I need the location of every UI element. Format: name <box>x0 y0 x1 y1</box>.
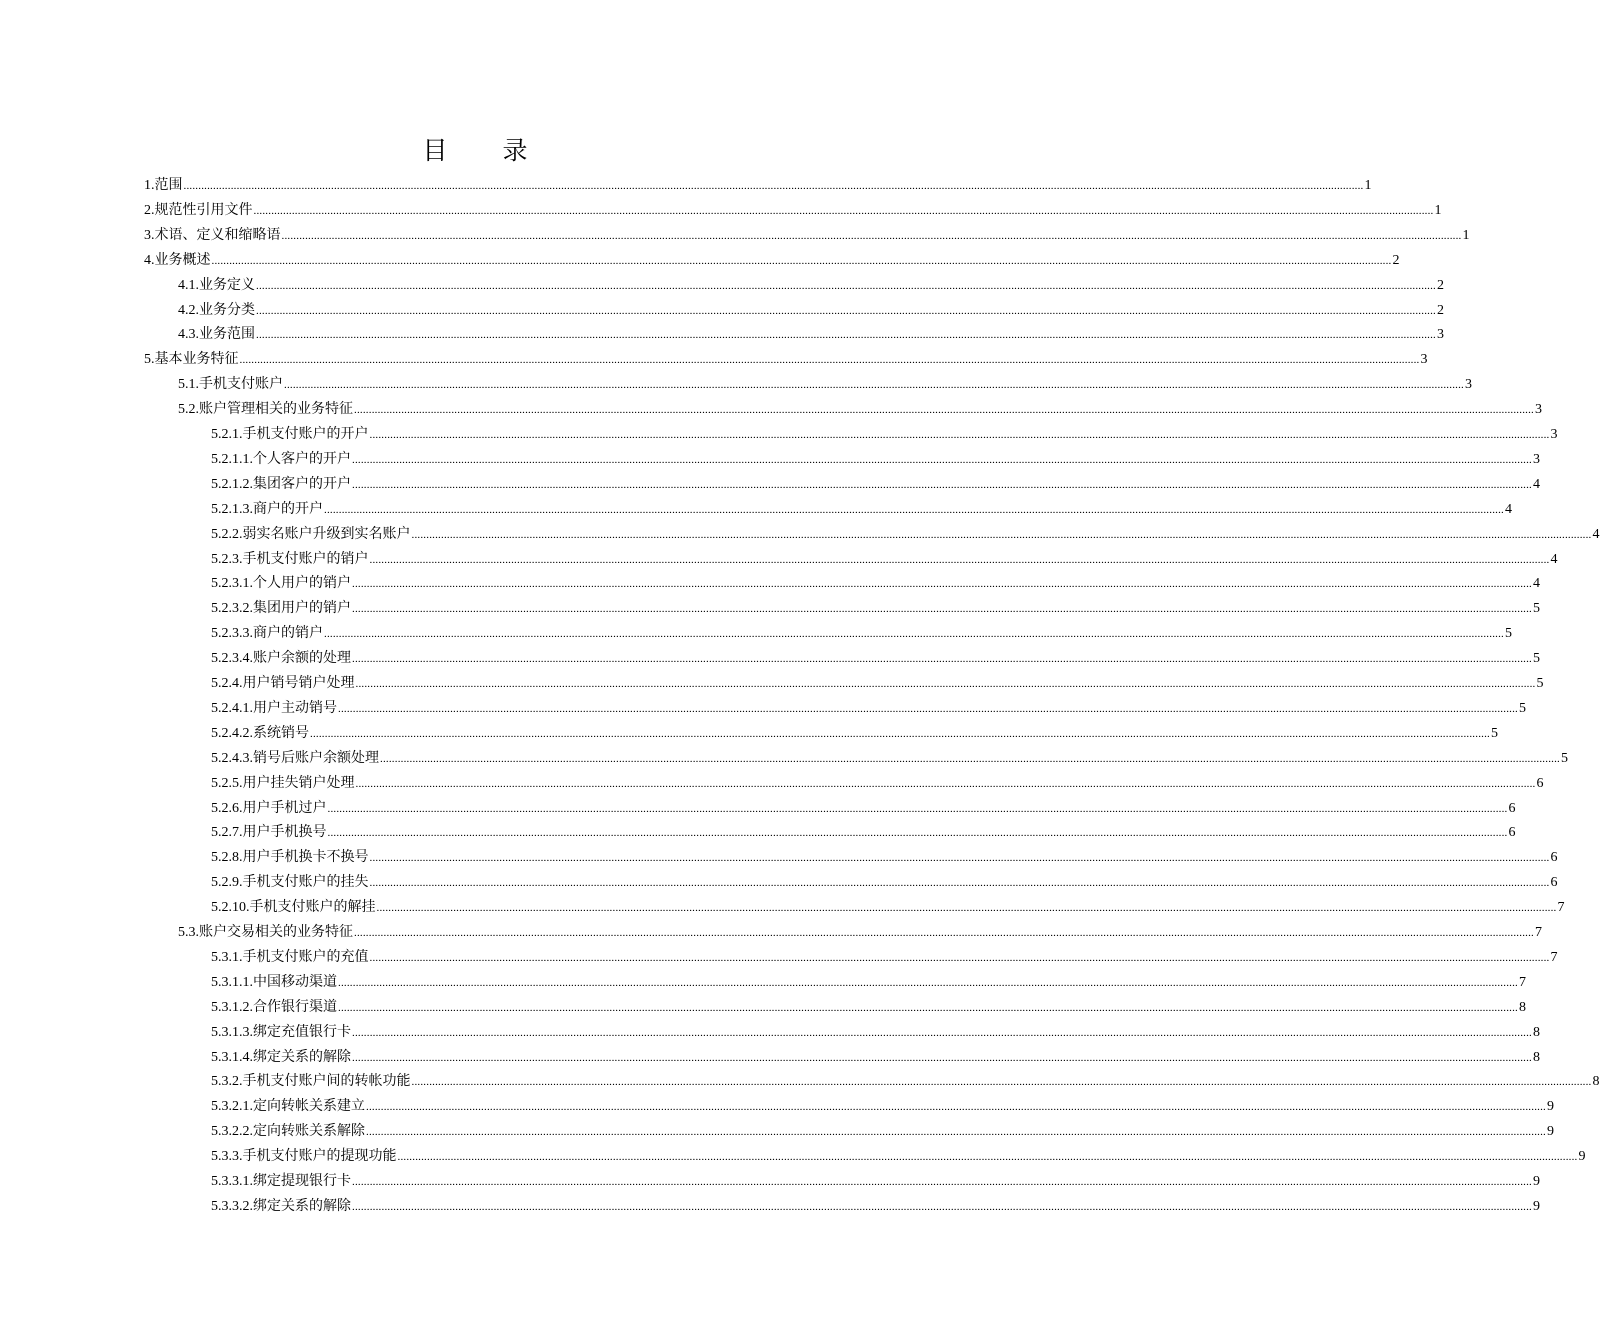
toc-entry-page: 3 <box>1437 327 1444 343</box>
toc-entry-number: 5.2.8. <box>211 850 243 866</box>
toc-entry-number: 5.2.1.1. <box>211 451 253 467</box>
dot-leader: ................................................................................................................................................................................................................................................................................................................................................................................................................ <box>366 1126 1546 1139</box>
dot-leader: ................................................................................................................................................................................................................................................................................................................................................................................................................ <box>352 1026 1532 1039</box>
toc-entry-label: 规范性引用文件 <box>154 202 253 218</box>
toc-entry[interactable] <box>178 324 1444 346</box>
title-char-2: 录 <box>502 136 528 165</box>
toc-entry-number: 5.3.1.3. <box>211 1024 253 1040</box>
toc-entry-number: 5.2.4. <box>211 676 243 691</box>
toc-entry-page: 2 <box>1392 252 1400 268</box>
toc-entry[interactable] <box>211 698 1526 720</box>
dot-leader: ................................................................................................................................................................................................................................................................................................................................................................................................................ <box>324 503 1504 516</box>
toc-entry-number: 5.2.3.4. <box>211 651 253 667</box>
toc-entry-number: 5.3.1.4. <box>211 1049 253 1065</box>
toc-entry-label: 商户的销户 <box>253 626 323 642</box>
toc-entry-number: 5.2.1. <box>211 427 243 442</box>
toc-entry[interactable] <box>211 798 1516 820</box>
toc-entry-page: 3 <box>1535 402 1542 418</box>
toc-entry-label: 个人用户的销户 <box>253 576 351 592</box>
toc-entry-number: 5.3.2. <box>211 1074 243 1090</box>
toc-entry-label: 账户管理相关的业务特征 <box>199 402 353 418</box>
toc-entry[interactable] <box>211 897 1565 919</box>
toc-entry-number: 5.2.3.1. <box>211 576 253 592</box>
toc-entry-page: 3 <box>1533 451 1540 467</box>
toc-entry-number: 5.1. <box>178 377 199 393</box>
toc-entry-page: 5 <box>1505 626 1512 642</box>
dot-leader: ................................................................................................................................................................................................................................................................................................................................................................................................................ <box>352 603 1532 616</box>
toc-entry-page: 9 <box>1547 1099 1554 1115</box>
dot-leader: ................................................................................................................................................................................................................................................................................................................................................................................................................ <box>338 976 1518 989</box>
toc-entry-label: 绑定关系的解除 <box>253 1198 351 1214</box>
toc-entry-label: 账户余额的处理 <box>253 651 351 667</box>
toc-entry-page: 7 <box>1557 900 1565 916</box>
toc-entry-page: 5 <box>1533 601 1540 617</box>
toc-entry-page: 4 <box>1505 501 1512 517</box>
toc-entry-number: 5.2.10. <box>211 900 250 916</box>
toc-entry-label: 中国移动渠道 <box>253 974 337 990</box>
dot-leader: ................................................................................................................................................................................................................................................................................................................................................................................................................ <box>352 1200 1532 1213</box>
dot-leader: ................................................................................................................................................................................................................................................................................................................................................................................................................ <box>284 379 1464 392</box>
toc-entry-page: 4 <box>1550 551 1558 567</box>
toc-entry[interactable] <box>211 474 1540 496</box>
toc-entry-number: 4.1. <box>178 277 199 293</box>
toc-entry-label: 手机支付账户的挂失 <box>242 875 369 891</box>
toc-entry-number: 5.3.1.1. <box>211 974 253 990</box>
dot-leader: ................................................................................................................................................................................................................................................................................................................................................................................................................ <box>256 329 1436 342</box>
toc-entry-label: 用户挂失销户处理 <box>242 775 355 791</box>
toc-entry[interactable] <box>211 673 1544 695</box>
toc-entry-label: 手机支付账户间的转帐功能 <box>242 1074 411 1090</box>
dot-leader: ................................................................................................................................................................................................................................................................................................................................................................................................................ <box>354 404 1534 417</box>
toc-entry-label: 定向转账关系解除 <box>253 1124 365 1140</box>
toc-entry-label: 手机支付账户的充值 <box>242 949 369 965</box>
toc-entry-label: 绑定充值银行卡 <box>253 1024 351 1040</box>
toc-entry-label: 账户交易相关的业务特征 <box>199 925 353 940</box>
dot-leader: ................................................................................................................................................................................................................................................................................................................................................................................................................ <box>366 1101 1546 1114</box>
toc-entry[interactable] <box>178 374 1472 396</box>
dot-leader: ................................................................................................................................................................................................................................................................................................................................................................................................................ <box>411 1076 1592 1089</box>
toc-entry-number: 5.3.1. <box>211 949 243 965</box>
toc-entry-page: 7 <box>1519 974 1526 990</box>
dot-leader: ................................................................................................................................................................................................................................................................................................................................................................................................................ <box>369 553 1550 566</box>
toc-entry[interactable] <box>211 972 1526 994</box>
dot-leader: ................................................................................................................................................................................................................................................................................................................................................................................................................ <box>354 927 1534 939</box>
toc-entry-page: 3 <box>1420 352 1428 368</box>
toc-entry-number: 1. <box>144 178 155 193</box>
toc-entry-page: 7 <box>1535 925 1542 940</box>
toc-entry-label: 手机支付账户的解挂 <box>249 900 376 916</box>
toc-entry-label: 手机支付账户的销户 <box>242 551 369 567</box>
toc-entry-page: 6 <box>1536 775 1544 791</box>
toc-entry-number: 5.2.9. <box>211 875 243 891</box>
toc-entry[interactable] <box>211 499 1512 521</box>
toc-entry-number: 4.3. <box>178 327 199 343</box>
toc-entry-label: 用户手机换号 <box>242 825 327 841</box>
toc-entry-page: 5 <box>1491 725 1498 741</box>
toc-entry[interactable] <box>144 250 1400 272</box>
toc-entry[interactable] <box>211 997 1526 1019</box>
dot-leader: ................................................................................................................................................................................................................................................................................................................................................................................................................ <box>411 528 1592 541</box>
toc-entry-page: 5 <box>1533 651 1540 667</box>
toc-entry[interactable] <box>211 623 1512 645</box>
toc-entry[interactable] <box>178 399 1542 421</box>
toc-entry-number: 5.3.2.2. <box>211 1124 253 1140</box>
toc-entry-number: 5.2.3.3. <box>211 626 253 642</box>
title-char-1: 目 <box>422 136 448 165</box>
dot-leader: ................................................................................................................................................................................................................................................................................................................................................................................................................ <box>338 1001 1518 1014</box>
dot-leader: ................................................................................................................................................................................................................................................................................................................................................................................................................ <box>369 852 1550 865</box>
toc-entry[interactable] <box>211 1196 1540 1218</box>
dot-leader: ................................................................................................................................................................................................................................................................................................................................................................................................................ <box>281 229 1462 242</box>
toc-entry[interactable] <box>211 524 1600 546</box>
toc-entry-number: 5.2.3. <box>211 551 243 567</box>
toc-entry[interactable] <box>211 748 1568 770</box>
toc-entry-label: 业务定义 <box>199 277 255 293</box>
toc-entry-number: 5.2. <box>178 402 199 418</box>
toc-entry-page: 7 <box>1550 949 1558 965</box>
toc-entry-page: 5 <box>1519 700 1526 716</box>
dot-leader: ................................................................................................................................................................................................................................................................................................................................................................................................................ <box>253 204 1434 217</box>
toc-entry-number: 5.2.4.2. <box>211 725 253 741</box>
toc-entry-label: 业务分类 <box>199 302 255 318</box>
toc-entry-label: 术语、定义和缩略语 <box>154 227 281 243</box>
toc-entry[interactable] <box>211 773 1544 795</box>
toc-entry-number: 5.2.1.3. <box>211 501 253 517</box>
toc-entry-number: 5. <box>144 352 155 368</box>
toc-entry-page: 5 <box>1536 676 1544 691</box>
toc-entry[interactable] <box>178 275 1444 297</box>
dot-leader: ................................................................................................................................................................................................................................................................................................................................................................................................................ <box>310 727 1490 740</box>
toc-entry-page: 4 <box>1533 576 1540 592</box>
toc-entry-label: 用户销号销户处理 <box>242 676 355 691</box>
toc-entry-label: 用户手机换卡不换号 <box>242 850 369 866</box>
toc-entry[interactable] <box>211 1146 1586 1168</box>
toc-entry[interactable] <box>211 1022 1540 1044</box>
dot-leader: ................................................................................................................................................................................................................................................................................................................................................................................................................ <box>352 653 1532 666</box>
toc-entry[interactable] <box>211 947 1558 969</box>
toc-entry[interactable] <box>211 1047 1540 1069</box>
toc-entry-number: 5.3.3. <box>211 1149 243 1165</box>
toc-entry-page: 6 <box>1550 875 1558 891</box>
toc-entry[interactable] <box>211 1096 1554 1118</box>
toc-entry[interactable] <box>211 872 1558 894</box>
toc-entry-page: 5 <box>1561 750 1568 766</box>
toc-entry-page: 6 <box>1508 800 1516 816</box>
dot-leader: ................................................................................................................................................................................................................................................................................................................................................................................................................ <box>380 752 1560 765</box>
toc-entry-label: 范围 <box>154 178 183 193</box>
toc-entry-label: 弱实名账户升级到实名账户 <box>242 526 411 542</box>
toc-entry-page: 8 <box>1519 999 1526 1015</box>
toc-entry-label: 集团用户的销户 <box>253 601 351 617</box>
toc-entry-label: 商户的开户 <box>253 501 323 517</box>
dot-leader: ................................................................................................................................................................................................................................................................................................................................................................................................................ <box>352 1051 1532 1064</box>
toc-entry-page: 4 <box>1533 476 1540 492</box>
toc-entry-number: 5.3.3.2. <box>211 1198 253 1214</box>
toc-entry-number: 5.2.6. <box>211 800 243 816</box>
toc-entry-label: 手机支付账户的提现功能 <box>242 1149 397 1165</box>
toc-entry-page: 9 <box>1547 1124 1554 1140</box>
toc-entry-page: 3 <box>1550 427 1558 442</box>
toc-entry[interactable] <box>144 225 1470 247</box>
dot-leader: ................................................................................................................................................................................................................................................................................................................................................................................................................ <box>352 453 1532 466</box>
toc-entry-number: 5.2.4.1. <box>211 700 253 716</box>
toc-entry-label: 业务范围 <box>199 327 255 343</box>
dot-leader: ................................................................................................................................................................................................................................................................................................................................................................................................................ <box>327 827 1508 840</box>
toc-entry[interactable] <box>144 175 1372 197</box>
dot-leader: ................................................................................................................................................................................................................................................................................................................................................................................................................ <box>376 902 1557 915</box>
toc-entry-number: 3. <box>144 227 155 243</box>
dot-leader: ................................................................................................................................................................................................................................................................................................................................................................................................................ <box>183 180 1364 192</box>
toc-entry[interactable] <box>211 449 1540 471</box>
dot-leader: ................................................................................................................................................................................................................................................................................................................................................................................................................ <box>355 678 1536 690</box>
toc-entry-label: 绑定提现银行卡 <box>253 1174 351 1189</box>
dot-leader: ................................................................................................................................................................................................................................................................................................................................................................................................................ <box>327 802 1508 815</box>
toc-entry-number: 4. <box>144 252 155 268</box>
dot-leader: ................................................................................................................................................................................................................................................................................................................................................................................................................ <box>397 1151 1578 1164</box>
toc-entry[interactable] <box>211 723 1498 745</box>
toc-entry-page: 3 <box>1465 377 1472 393</box>
toc-entry-number: 5.2.1.2. <box>211 476 253 492</box>
toc-entry-number: 5.2.5. <box>211 775 243 791</box>
toc-entry-page: 2 <box>1437 277 1444 293</box>
toc-entry[interactable] <box>211 424 1558 446</box>
toc-entry-label: 系统销号 <box>253 725 309 741</box>
toc-entry-number: 5.2.7. <box>211 825 243 841</box>
toc-entry-label: 基本业务特征 <box>154 352 239 368</box>
dot-leader: ................................................................................................................................................................................................................................................................................................................................................................................................................ <box>352 1176 1532 1188</box>
toc-entry-page: 9 <box>1578 1149 1586 1165</box>
toc-entry[interactable] <box>211 1121 1554 1143</box>
toc-entry-number: 4.2. <box>178 302 199 318</box>
toc-entry-label: 用户主动销号 <box>253 700 337 716</box>
toc-entry-label: 定向转帐关系建立 <box>253 1099 365 1115</box>
toc-entry[interactable] <box>211 847 1558 869</box>
toc-entry[interactable] <box>178 300 1444 322</box>
dot-leader: ................................................................................................................................................................................................................................................................................................................................................................................................................ <box>211 254 1392 267</box>
toc-entry[interactable] <box>144 349 1428 371</box>
dot-leader: ................................................................................................................................................................................................................................................................................................................................................................................................................ <box>355 777 1536 790</box>
dot-leader: ................................................................................................................................................................................................................................................................................................................................................................................................................ <box>256 279 1436 292</box>
toc-entry-number: 5.3.2.1. <box>211 1099 253 1115</box>
toc-entry-page: 9 <box>1533 1174 1540 1189</box>
dot-leader: ................................................................................................................................................................................................................................................................................................................................................................................................................ <box>338 702 1518 715</box>
toc-entry-page: 1 <box>1462 227 1470 243</box>
toc-entry-page: 9 <box>1533 1198 1540 1214</box>
toc-entry-number: 5.3. <box>178 925 199 940</box>
toc-entry[interactable] <box>178 922 1542 944</box>
toc-entry-label: 销号后账户余额处理 <box>253 750 379 766</box>
toc-entry-page: 1 <box>1434 202 1442 218</box>
dot-leader: ................................................................................................................................................................................................................................................................................................................................................................................................................ <box>369 951 1550 964</box>
dot-leader: ................................................................................................................................................................................................................................................................................................................................................................................................................ <box>324 628 1504 641</box>
toc-entry-page: 8 <box>1533 1049 1540 1065</box>
toc-entry-label: 业务概述 <box>154 252 211 268</box>
toc-entry[interactable] <box>211 1071 1600 1093</box>
toc-entry-number: 5.2.4.3. <box>211 750 253 766</box>
toc-entry-label: 集团客户的开户 <box>253 476 351 492</box>
toc-entry-label: 手机支付账户 <box>199 377 283 393</box>
toc-entry[interactable] <box>211 549 1558 571</box>
toc-entry[interactable] <box>211 1171 1540 1193</box>
toc-entry[interactable] <box>144 200 1442 222</box>
toc-entry-label: 手机支付账户的开户 <box>242 427 369 442</box>
toc-entry-number: 5.2.3.2. <box>211 601 253 617</box>
toc-entry[interactable] <box>211 598 1540 620</box>
toc-entry-label: 合作银行渠道 <box>253 999 337 1015</box>
toc-entry-number: 5.3.3.1. <box>211 1174 253 1189</box>
toc-entry-page: 2 <box>1437 302 1444 318</box>
dot-leader: ................................................................................................................................................................................................................................................................................................................................................................................................................ <box>369 429 1550 441</box>
toc-entry[interactable] <box>211 648 1540 670</box>
toc-entry-page: 6 <box>1508 825 1516 841</box>
dot-leader: ................................................................................................................................................................................................................................................................................................................................................................................................................ <box>352 578 1532 591</box>
toc-entry[interactable] <box>211 822 1516 844</box>
dot-leader: ................................................................................................................................................................................................................................................................................................................................................................................................................ <box>352 478 1532 491</box>
page-title <box>0 133 950 169</box>
dot-leader: ................................................................................................................................................................................................................................................................................................................................................................................................................ <box>256 304 1436 317</box>
toc-entry-page: 4 <box>1592 526 1600 542</box>
toc-entry-page: 1 <box>1364 178 1372 193</box>
toc-entry-page: 6 <box>1550 850 1558 866</box>
toc-entry-page: 8 <box>1592 1074 1600 1090</box>
toc-entry-label: 用户手机过户 <box>242 800 327 816</box>
toc-entry-number: 5.2.2. <box>211 526 243 542</box>
toc-entry[interactable] <box>211 573 1540 595</box>
toc-entry-label: 个人客户的开户 <box>253 451 351 467</box>
toc-entry-number: 2. <box>144 202 155 218</box>
toc-entry-page: 8 <box>1533 1024 1540 1040</box>
dot-leader: ................................................................................................................................................................................................................................................................................................................................................................................................................ <box>239 354 1420 367</box>
toc-entry-number: 5.3.1.2. <box>211 999 253 1015</box>
toc-entry-label: 绑定关系的解除 <box>253 1049 351 1065</box>
dot-leader: ................................................................................................................................................................................................................................................................................................................................................................................................................ <box>369 877 1550 890</box>
